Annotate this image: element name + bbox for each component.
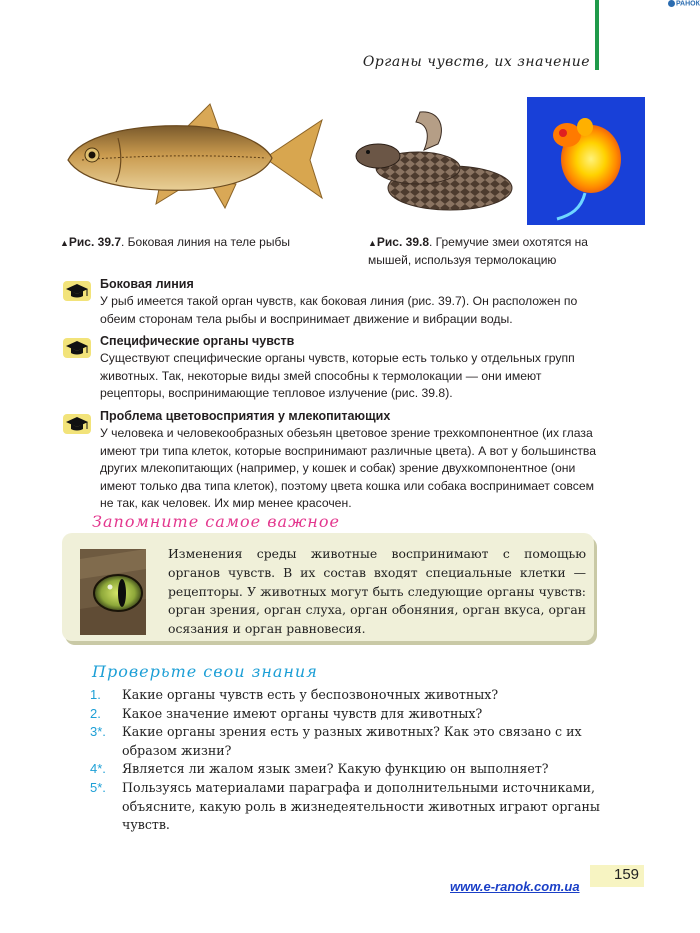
list-item: 4*. Является ли жалом язык змеи? Какую функцию он выполняет? (90, 761, 549, 777)
publisher-logo: РАНОК (668, 0, 700, 7)
section-specific-organs (100, 333, 608, 403)
list-item: 3*. Какие органы зрения есть у разных животных? Как это связано с их образом жизни? (90, 724, 582, 758)
list-item: 5*. Пользуясь материалами параграфа и дополнительными источниками, объясните, какую роль в жизнедеятельности животных играют органы чувств. (90, 779, 600, 833)
page-number: 159 (614, 866, 640, 883)
section-lateral-line (100, 276, 608, 328)
rattlesnake-illustration (350, 100, 520, 220)
list-item: 1. Какие органы чувств есть у беспозвоночных животных? (90, 687, 499, 702)
remember-heading: Запомните самое важное (92, 512, 340, 531)
publisher-website-link[interactable]: www.e-ranok.com.ua (450, 879, 580, 894)
remember-text: Изменения среды животные воспринимают с помощью органов чувств. В их состав входят специальные клетки — рецепторы. У животных могут быть следующие органы чувств: орган зрения, орган слуха, орган обоняния, орган вкуса, орган осязания и орган равновесия. (168, 546, 586, 637)
list-item: 2. Какое значение имеют органы чувств для животных? (90, 705, 483, 721)
section-title: Специфические органы чувств (100, 334, 295, 348)
section-text: У рыб имеется такой орган чувств, как боковая линия (рис. 39.7). Он расположен по обеим сторонам тела рыбы и воспринимает движение и вибрации воды. (100, 294, 578, 326)
figure-caption-snake: ▲Рис. 39.8. Гремучие змеи охотятся на мышей, используя термолокацию (368, 235, 588, 267)
graduation-cap-icon (62, 413, 92, 435)
section-text: У человека и человекообразных обезьян цветовое зрение трехкомпонентное (их глаза имеют три типа клеток, которые воспринимают различные цвета). А вот у большинства других млекопитающих (например, у кошек и собак) зрение двухкомпонентное (они имеют только два типа клеток), поэтому цвета кошка или собака воспринимает совсем не так, как человек. Их мир менее красочен. (100, 426, 597, 510)
running-title: Органы чувств, их значение (362, 54, 590, 70)
fish-illustration (60, 98, 330, 218)
questions-list (90, 686, 600, 835)
graduation-cap-icon (62, 337, 92, 359)
section-color-perception (100, 408, 608, 513)
graduation-cap-icon (62, 280, 92, 302)
section-title: Проблема цветовосприятия у млекопитающих (100, 409, 391, 423)
section-title: Боковая линия (100, 277, 194, 291)
check-heading: Проверьте свои знания (92, 662, 318, 681)
header-accent-bar (595, 0, 599, 70)
thermal-mouse-image (527, 97, 645, 225)
section-text: Существуют специфические органы чувств, которые есть только у отдельных групп животных. Так, некоторые виды змей способны к термолокации — они имеют рецепторы, воспринимающие тепловое излучение (рис. 39.8). (100, 351, 575, 400)
cat-eye-image (80, 549, 146, 635)
figure-caption-fish: ▲Рис. 39.7. Боковая линия на теле рыбы (60, 235, 290, 249)
